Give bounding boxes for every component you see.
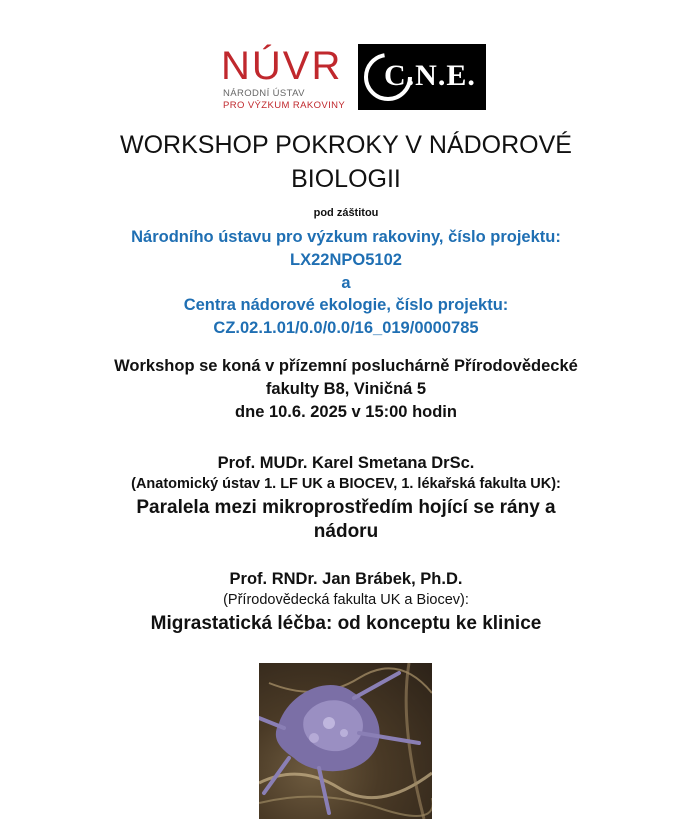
nuvr-logo — [221, 46, 355, 112]
speaker-1-name: Prof. MUDr. Karel Smetana DrSc. — [217, 454, 475, 472]
sponsor-line4: Centra nádorové ekologie, číslo projektu: — [183, 296, 509, 315]
workshop-title-line2: BIOLOGII — [291, 165, 401, 193]
sponsor-line3: a — [341, 273, 351, 292]
speaker-1-talk-line1: Paralela mezi mikroprostředím hojící se rány a — [136, 497, 556, 518]
venue-block — [40, 355, 652, 424]
speaker-1-affiliation: (Anatomický ústav 1. LF UK a BIOCEV, 1. lékařská fakulta UK): — [131, 476, 561, 492]
under-patronage-label: pod záštitou — [313, 207, 379, 219]
micrograph-illustration — [259, 663, 432, 819]
cancer-cell-micrograph-image — [259, 663, 432, 819]
nuvr-logo-word-text: NÚVR — [221, 44, 343, 88]
speaker-2-name: Prof. RNDr. Jan Brábek, Ph.D. — [229, 570, 463, 588]
speaker-1-talk — [40, 496, 652, 544]
nuvr-logo-line1: NÁRODNÍ ÚSTAV — [223, 88, 305, 99]
venue-line2: fakulty B8, Viničná 5 — [265, 380, 427, 398]
speaker-2-talk: Migrastatická léčba: od konceptu ke klinice — [150, 613, 542, 634]
sponsors-block — [60, 226, 632, 340]
sponsor-line2: LX22NPO5102 — [290, 250, 402, 269]
sponsor-line1: Národního ústavu pro výzkum rakoviny, číslo projektu: — [131, 228, 561, 246]
venue-line1: Workshop se koná v přízemní posluchárně Přírodovědecké — [114, 357, 578, 375]
logos-header — [0, 44, 692, 114]
nuvr-logo-word — [221, 46, 342, 86]
speaker-1 — [40, 452, 652, 544]
cne-logo-text: C.N.E. — [384, 59, 476, 92]
speaker-2 — [40, 568, 652, 636]
nuvr-logo-line2: PRO VÝZKUM RAKOVINY — [223, 100, 346, 111]
speaker-1-talk-line2: nádoru — [313, 521, 379, 542]
cne-logo — [358, 44, 486, 110]
workshop-title-line1: WORKSHOP POKROKY V NÁDOROVÉ — [120, 131, 572, 159]
sponsor-line5: CZ.02.1.01/0.0/0.0/16_019/0000785 — [213, 319, 479, 338]
workshop-title — [40, 128, 652, 196]
venue-date: dne 10.6. 2025 v 15:00 hodin — [235, 403, 457, 421]
speaker-2-affiliation: (Přírodovědecká fakulta UK a Biocev): — [223, 592, 469, 608]
